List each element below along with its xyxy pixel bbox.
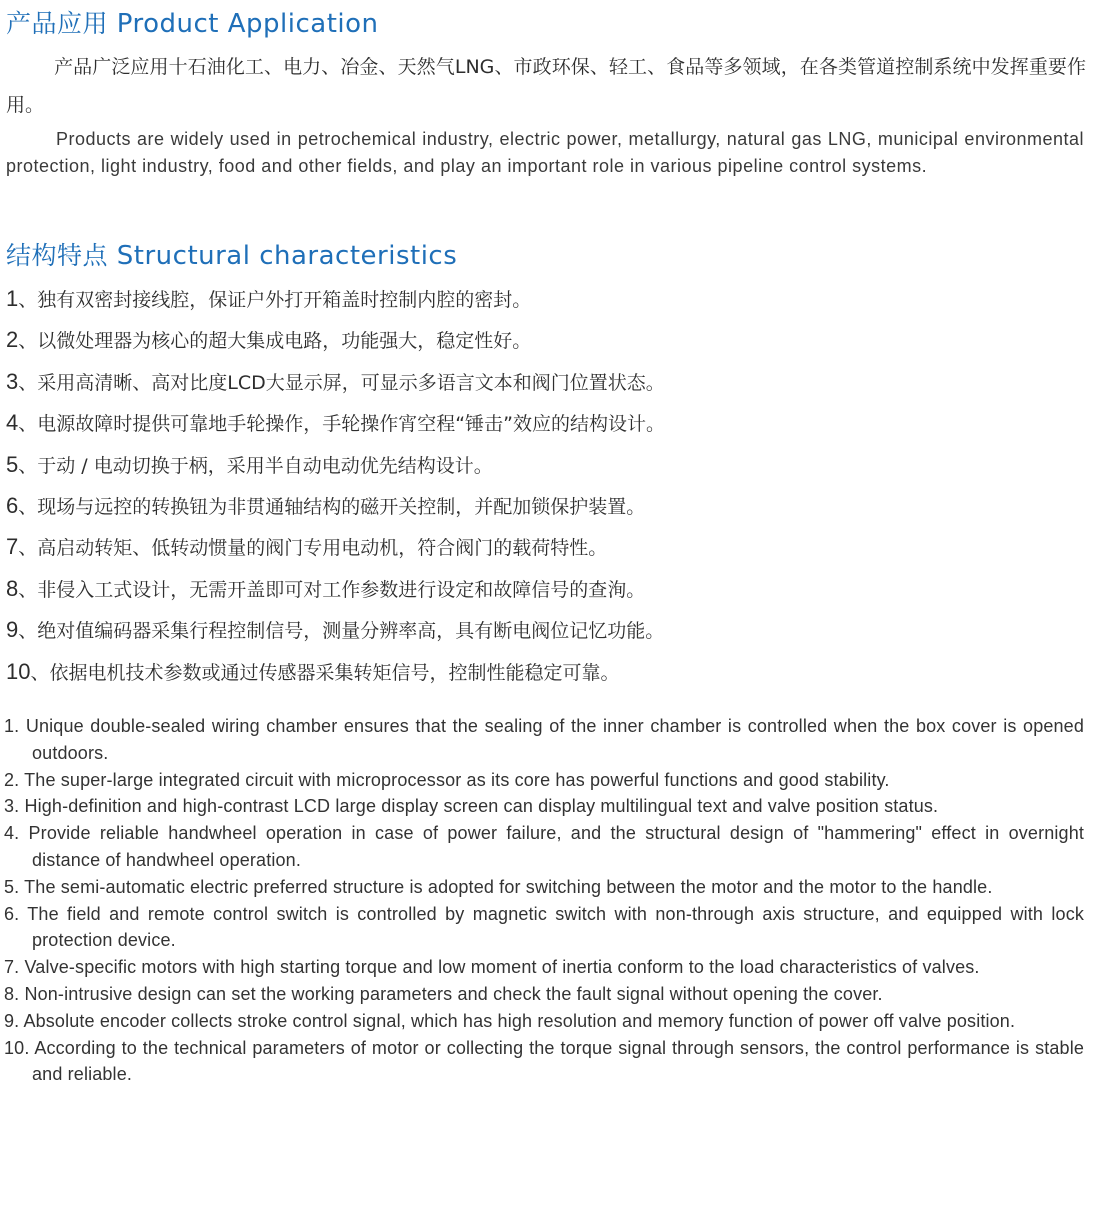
feature-item-en: 6. The field and remote control switch is controlled by magnetic switch with non-through axis structure, and equipped with lock protection device. — [4, 903, 1084, 951]
feature-number: 5 — [6, 451, 19, 477]
feature-text: 、独有双密封接线腔，保证户外打开箱盖时控制内腔的密封。 — [18, 289, 532, 311]
heading-zh: 结构特点 — [6, 241, 109, 270]
feature-number: 4 — [6, 410, 19, 436]
heading-zh: 产品应用 — [6, 9, 109, 38]
feature-number: 3 — [6, 368, 19, 394]
feature-number: 2 — [6, 327, 19, 353]
application-paragraph-en — [6, 126, 1084, 180]
feature-item-zh — [6, 657, 1086, 698]
feature-item-en: 10. According to the technical parameters of motor or collecting the torque signal through sensors, the control performance is stable and reliable. — [4, 1037, 1084, 1085]
feature-text: 、高启动转矩、低转动惯量的阀门专用电动机，符合阀门的载荷特性。 — [18, 537, 608, 560]
application-paragraph-zh — [6, 48, 1086, 124]
feature-number: 8 — [6, 575, 19, 601]
feature-item-en: 4. Provide reliable handwheel operation in case of power failure, and the structural design of "hammering" effect in overnight distance of handwheel operation. — [4, 823, 1084, 870]
feature-text: 、采用高清晰、高对比度LCD大显示屏，可显示多语言文本和阀门位置状态。 — [18, 371, 665, 394]
application-text-en: Products are widely used in petrochemical industry, electric power, metallurgy, natural gas LNG, municipal environmental protection, light industry, food and other fields, and play an important role in various pipeline control systems. — [6, 129, 1084, 176]
application-text-zh: 产品广泛应用十石油化工、电力、冶金、天然气LNG、市政环保、轻工、食品等多领域，在各类管道控制系统中发挥重要作用。 — [6, 56, 1086, 116]
feature-item-en: 5. The semi-automatic electric preferred structure is adopted for switching between the motor and the motor to the handle. — [4, 876, 993, 897]
feature-item-en: 1. Unique double-sealed wiring chamber ensures that the sealing of the inner chamber is controlled when the box cover is opened outdoors. — [4, 716, 1084, 763]
feature-text: 、电源故障时提供可靠地手轮操作，手轮操作宵空程“锤击”效应的结构设计。 — [18, 413, 665, 436]
feature-item-en: 2. The super-large integrated circuit with microprocessor as its core has powerful functions and good stability. — [4, 769, 890, 790]
feature-number: 10 — [6, 658, 31, 684]
section-heading-product-application — [6, 4, 379, 40]
feature-item-zh — [6, 450, 1086, 491]
feature-item-en: 9. Absolute encoder collects stroke control signal, which has high resolution and memory function of power off valve position. — [4, 1010, 1016, 1031]
feature-text: 、非侵入工式设计，无需开盖即可对工作参数进行设定和故障信号的查洵。 — [18, 578, 646, 601]
features-list-zh — [6, 284, 1086, 698]
feature-text: 、现场与远控的转换钮为非贯通轴结构的磁开关控制，并配加锁保护装置。 — [18, 495, 646, 518]
feature-item-zh — [6, 574, 1086, 615]
feature-text: 、于动 / 电动切换于柄，采用半自动电动优先结构设计。 — [18, 454, 493, 477]
feature-number: 1 — [6, 286, 19, 311]
feature-text: 、绝对值编码器采集行程控制信号，测量分辨率高，具有断电阀位记忆功能。 — [18, 620, 665, 643]
feature-number: 6 — [6, 492, 19, 518]
heading-en: Product Application — [116, 9, 379, 39]
feature-item-zh — [6, 325, 1086, 366]
feature-item-zh — [6, 284, 1086, 325]
feature-number: 7 — [6, 534, 19, 560]
feature-text: 、依据电机技术参数或通过传感器采集转矩信号，控制性能稳定可靠。 — [30, 661, 620, 684]
feature-item-zh — [6, 408, 1086, 449]
feature-item-en: 8. Non-intrusive design can set the working parameters and check the fault signal without opening the cover. — [4, 983, 883, 1004]
feature-item-zh — [6, 491, 1086, 532]
section-heading-structural-characteristics — [6, 236, 457, 272]
feature-item-zh — [6, 615, 1086, 656]
heading-en: Structural characteristics — [116, 241, 458, 271]
feature-text: 、以微处理器为核心的超大集成电路，功能强大，稳定性好。 — [18, 330, 532, 353]
feature-item-en: 3. High-definition and high-contrast LCD large display screen can display multilingual text and valve position status. — [4, 796, 939, 817]
feature-item-zh — [6, 532, 1086, 573]
features-list-en — [4, 713, 1084, 1088]
feature-item-zh — [6, 367, 1086, 408]
feature-item-en: 7. Valve-specific motors with high starting torque and low moment of inertia conform to the load characteristics of valves. — [4, 957, 980, 978]
feature-number: 9 — [6, 617, 19, 643]
